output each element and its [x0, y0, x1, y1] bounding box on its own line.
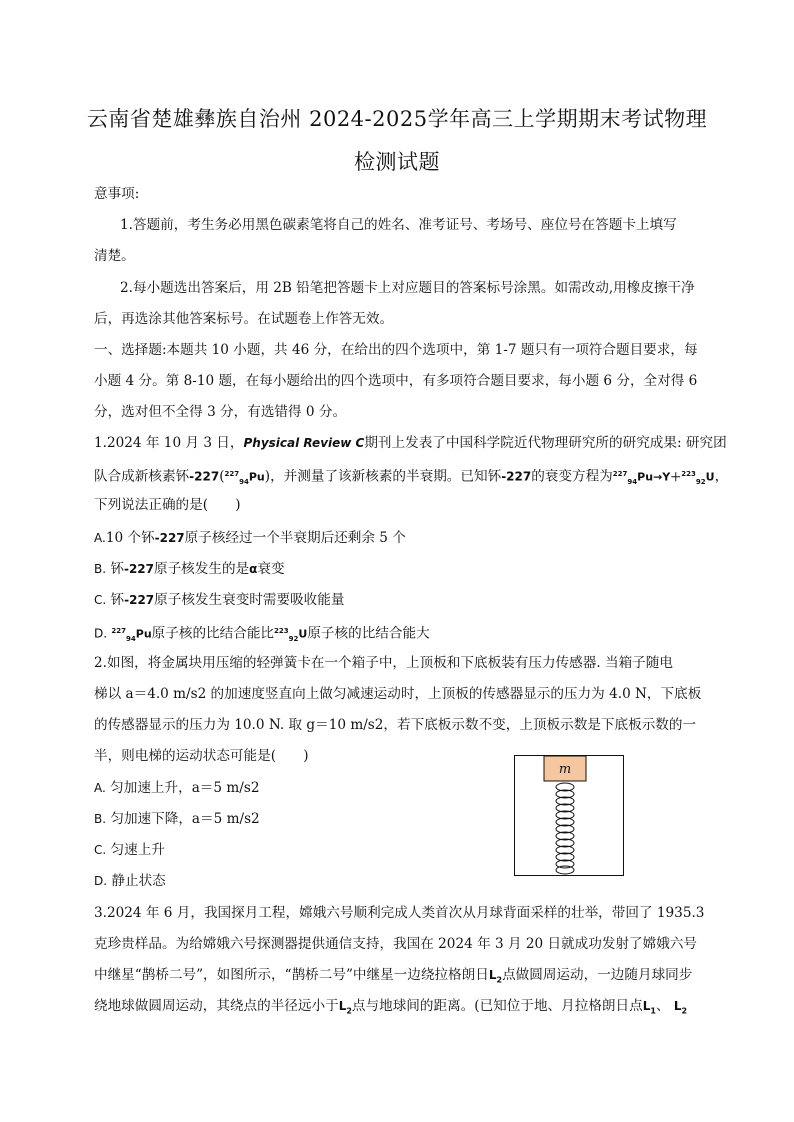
page-title: 云南省楚雄彝族自治州 2024-2025学年高三上学期期末考试物理 — [86, 107, 708, 131]
q2-stem-line-3: 的传感器显示的压力为 10.0 N. 取 g＝10 m/s2，若下底板示数不变，上顶板示数是下底板示数的一 — [94, 717, 697, 733]
notice-item-2-cont: 后，再选涂其他答案标号。在试题卷上作答无效。 — [94, 311, 394, 327]
q3-stem-line-1: 3.2024 年 6 月，我国探月工程，嫦娥六号顺利完成人类首次从月球背面采样的壮举，带回了 1935.3 — [94, 905, 705, 921]
q1-option-c: C. 钚-227原子核发生衰变时需要吸收能量 — [94, 592, 345, 608]
page-title-line2: 检测试题 — [354, 150, 440, 174]
notice-item-2: 2.每小题选出答案后，用 2B 铅笔把答题卡上对应题目的答案标号涂黑。如需改动,用橡皮擦干净 — [120, 280, 695, 296]
q3-stem-line-4: 绕地球做圆周运动，其绕点的半径远小于$L_2$点与地球间的距离。(已知位于地、月拉格朗日点$L_1$、 $L_2$ — [94, 998, 688, 1016]
section-1-instructions-2: 小题 4 分。第 8-10 题，在每小题给出的四个选项中，有多项符合题目要求，每小题 6 分，全对得 6 — [94, 373, 698, 389]
q2-option-a: A. 匀加速上升，a＝5 m/s2 — [94, 780, 260, 796]
q1-stem-line-2: 队合成新核素钚-227($^{227}_{94}$Pu)，并测量了该新核素的半衰期。已知钚-227的衰变方程为$^{227}_{94}$Pu→Y＋$^{223}_{92}$U， — [94, 465, 714, 491]
q3-stem-line-2: 克珍贵样品。为给嫦娥六号探测器提供通信支持，我国在 2024 年 3 月 20 日就成功发射了嫦娥六号 — [94, 936, 698, 952]
q3-stem-line-3: 中继星“鹊桥二号”，如图所示，“鹊桥二号”中继星一边绕拉格朗日$L_2$点做圆周运动，一边随月球同步 — [94, 967, 693, 985]
nuclide-pu227: $^{227}_{94}$Pu — [224, 470, 265, 486]
q2-option-b: B. 匀加速下降，a＝5 m/s2 — [94, 811, 260, 827]
q2-option-c: C. 匀速上升 — [94, 842, 165, 858]
decay-equation: $^{227}_{94}$Pu→Y＋$^{223}_{92}$U — [612, 470, 715, 486]
section-1-instructions-3: 分，选对但不全得 3 分，有选错得 0 分。 — [94, 404, 347, 420]
journal-name: Physical Review C — [243, 436, 365, 450]
q2-stem-line-4: 半，则电梯的运动状态可能是( ) — [94, 748, 309, 764]
q1-stem-line-3: 下列说法正确的是( ) — [94, 497, 241, 513]
notice-item-1-cont: 清楚。 — [94, 248, 135, 264]
q1-stem-line-1: 1.2024 年 10 月 3 日，Physical Review C期刊上发表了中国科学院近代物理研究所的研究成果: 研究团 — [94, 435, 727, 451]
mass-label: m — [558, 762, 572, 777]
section-1-instructions: 一、选择题:本题共 10 小题，共 46 分，在给出的四个选项中，第 1-7 题只有一项符合题目要求，每 — [94, 342, 698, 358]
q2-stem-line-1: 2.如图，将金属块用压缩的轻弹簧卡在一个箱子中，上顶板和下底板装有压力传感器. 当箱子随电 — [94, 655, 673, 671]
q2-option-d: D. 静止状态 — [94, 873, 166, 889]
q2-stem-line-2: 梯以 a＝4.0 m/s2 的加速度竖直向上做匀减速运动时，上顶板的传感器显示的压力为 4.0 N，下底板 — [94, 686, 702, 702]
q1-option-a: A.10 个钚-227原子核经过一个半衰期后还剩余 5 个 — [94, 530, 406, 546]
q1-option-b: B. 钚-227原子核发生的是α衰变 — [94, 561, 285, 577]
spring-coil — [556, 783, 574, 874]
spring-box-figure — [514, 755, 624, 876]
notice-item-1: 1.答题前，考生务必用黑色碳素笔将自己的姓名、准考证号、考场号、座位号在答题卡上填写 — [120, 217, 677, 233]
q1-option-d: D. $^{227}_{94}$Pu原子核的比结合能比$^{223}_{92}$U原子核的比结合能大 — [94, 625, 430, 643]
notice-heading: 意事项: — [94, 186, 140, 202]
